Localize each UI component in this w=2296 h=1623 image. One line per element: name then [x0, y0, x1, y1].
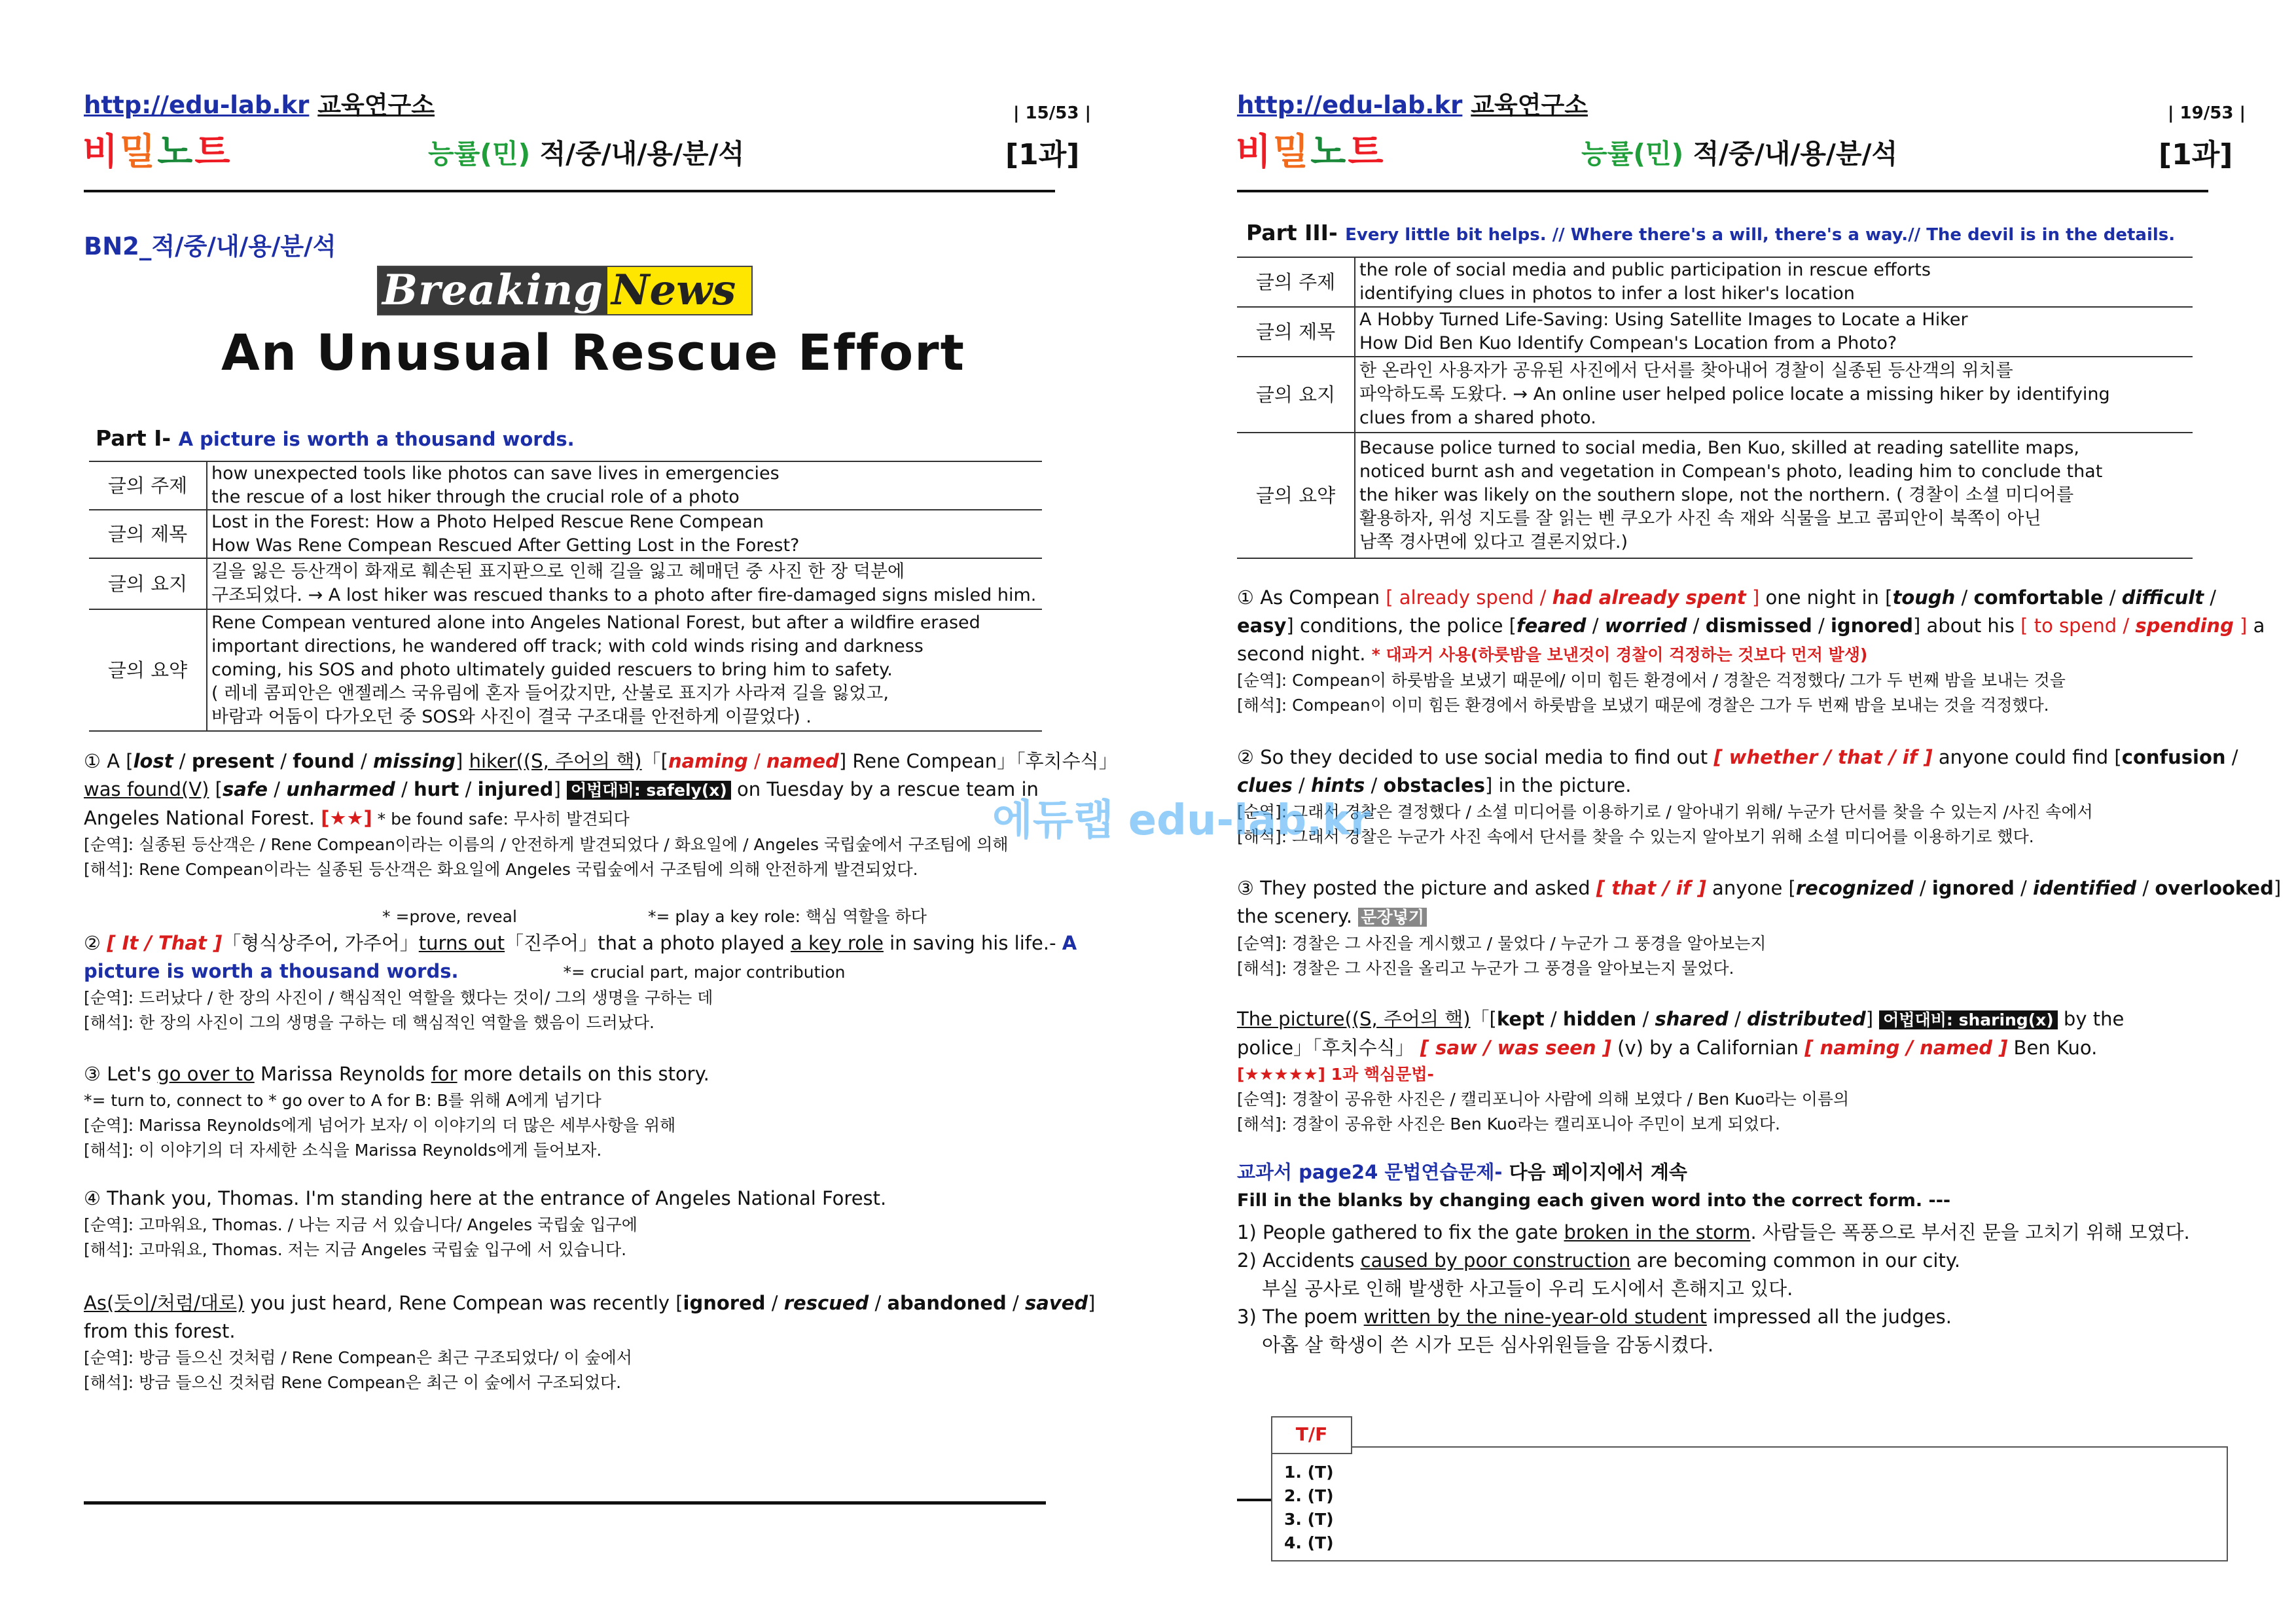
summary-row-gist: 글의 요지 길을 잃은 등산객이 화재로 훼손된 표지판으로 인해 길을 잃고 헤매던 중 사진 한 장 덕분에 구조되었다. → A lost hiker was rescued thanks to a photo after fire-damaged signs misled him.: [89, 558, 1042, 609]
tf-label: T/F: [1271, 1416, 1352, 1454]
summary-table: [89, 461, 1042, 732]
brand-logo: 비밀노트: [82, 131, 232, 173]
question-3: ③ They posted the picture and asked [ that / if ] anyone [recognized / ignored / identified / overlooked] the scenery. 문장넣기 [순역]: 경찰은 그 사진을 게시했고 / 물었다 / 누군가 그 풍경을 알아보는지 [해석]: 경찰은 그 사진을 올리고 누군가 그 풍경을 알아보는지 물었다.: [1237, 877, 2282, 978]
summary-row-title: 글의 제목 A Hobby Turned Life-Saving: Using Satellite Images to Locate a Hiker How Did Ben Kuo Identify Compean's Location from a Photo?: [1237, 307, 2193, 357]
question-2: ② So they decided to use social media to find out [ whether / that / if ] anyone could find [confusion / clues / hints / obstacles] in the picture. [순역]: 그래서 경찰은 결정했다 / 소셜 미디어를 이용하기로 / 알아내기 위해/ 누군가 단서를 찾을 수 있는지 /사진 속에서 [해석]: 그래서 경찰은 누군가 사진 속에서 단서를 찾을 수 있는지 알아보기 위해 소셜 미디어를 이용하기로 했다.: [1237, 746, 2238, 846]
question-5: As(듯이/처럼/대로) you just heard, Rene Compean was recently [ignored / rescued / abandoned / saved] from this forest. [순역]: 방금 들으신 것처럼 / Rene Compean은 최근 구조되었다/ 이 숲에서 [해석]: 방금 들으신 것처럼 Rene Compean은 최근 이 숲에서 구조되었다.: [84, 1292, 1096, 1392]
page-number: | 15/53 |: [1013, 103, 1091, 123]
question-2: ② [ It / That ]「형식상주어, 가주어」turns out「진주어」that a photo played a key role in saving his life.- A picture is worth a thousand words. *= crucial part, major contribution [순역]: 드러났다 / 한 장의 사진이 / 핵심적인 역할을 했다는 것이/ 그의 생명을 구하는 데 [해석]: 한 장의 사진이 그의 생명을 구하는 데 핵심적인 역할을 했음이 드러났다.: [84, 932, 1077, 1032]
question-1: ① A [lost / present / found / missing] hiker((S, 주어의 핵)「[naming / named] Rene Compean」「후치수식」 was found(V) [safe / unharmed / hurt / injured] 어법대비: safely(x) on Tuesday by a rescue team in Angeles National Forest. [★★] * be found safe: 무사히 발견되다 [순역]: 실종된 등산객은 / Rene Compean이라는 이름의 / 안전하게 발견되었다 / 화요일에 / Angeles 국립숲에서 구조팀에 의해 [해석]: Rene Compean이라는 실종된 등산객은 화요일에 Angeles 국립숲에서 구조팀에 의해 안전하게 발견되었다.: [84, 750, 1118, 879]
breaking-news-banner: Breaking News: [377, 266, 753, 315]
summary-table: [1237, 257, 2193, 559]
summary-row-abstract: 글의 요약 Because police turned to social media, Ben Kuo, skilled at reading satellite maps, noticed burnt ash and vegetation in Compean's photo, leading him to conclude that the hiker was likely on the southern slope, not the northern. ( 경찰이 소셜 미디어를 활용하자, 위성 지도를 잘 읽는 벤 쿠오가 사진 속 재와 식물을 보고 콤피안이 북쪽이 아닌 남쪽 경사면에 있다고 결론지었다.): [1237, 433, 2193, 558]
watermark: 에듀랩 edu-lab.kr: [992, 796, 1371, 845]
grammar-tag: 어법대비: sharing(x): [1879, 1010, 2057, 1029]
page-subtitle: 능률(민) 적/중/내/용/분/석: [428, 138, 745, 169]
question-3: ③ Let's go over to Marissa Reynolds for more details on this story. *= turn to, connect to * go over to A for B: B를 위해 A에게 넘기다 [순역]: Marissa Reynolds에게 넘어가 보자/ 이 이야기의 더 많은 세부사항을 위해 [해석]: 이 이야기의 더 자세한 소식을 Marissa Reynolds에게 들어보자.: [84, 1063, 709, 1160]
lesson-label: [1과]: [2159, 138, 2233, 171]
part-heading: Part I- A picture is worth a thousand words.: [96, 425, 575, 451]
tf-answer-box: [1271, 1446, 2228, 1561]
brand-logo: 비밀노트: [1236, 131, 1386, 173]
q2-note-1: * =prove, reveal: [382, 907, 517, 926]
site-url-link[interactable]: http://edu-lab.kr: [84, 91, 310, 119]
footer-divider: [84, 1501, 1046, 1505]
header-divider: [84, 190, 1055, 192]
question-1: ① As Compean [ already spend / had already spent ] one night in [tough / comfortable / difficult / easy] conditions, the police [feared / worried / dismissed / ignored] about his [ to spend / spending ] a second night. * 대과거 사용(하룻밤을 보낸것이 경찰이 걱정하는 것보다 먼저 발생) [순역]: Compean이 하룻밤을 보냈기 때문에/ 이미 힘든 환경에서 / 경찰은 걱정했다/ 그가 두 번째 밤을 보내는 것을 [해석]: Compean이 이미 힘든 환경에서 하룻밤을 보냈기 때문에 경찰은 그가 두 번째 밤을 보내는 것을 걱정했다.: [1237, 586, 2265, 715]
site-header: [1237, 85, 1588, 120]
tf-item: 1. (T): [1284, 1463, 1334, 1482]
insert-sentence-tag: 문장넣기: [1358, 908, 1427, 927]
page-number: | 19/53 |: [2168, 103, 2246, 123]
grammar-practice: 교과서 page24 문법연습문제- 다음 페이지에서 계속 Fill in the blanks by changing each given word into the correct form. --- 1) People gathered to fix the gate broken in the storm. 사람들은 폭풍으로 부서진 문을 고치기 위해 모였다. 2) Accidents caused by poor construction are becoming common in our city. 부실 공사로 인해 발생한 사고들이 우리 도시에서 흔해지고 있다. 3) The poem written by the nine-year-old student impressed all the judges. 아홉 살 학생이 쓴 시가 모든 심사위원들을 감동시켰다.: [1237, 1161, 2190, 1356]
question-4: ④ Thank you, Thomas. I'm standing here at the entrance of Angeles National Forest. [순역]: 고마워요, Thomas. / 나는 지금 서 있습니다/ Angeles 국립숲 입구에 [해석]: 고마워요, Thomas. 저는 지금 Angeles 국립숲 입구에 서 있습니다.: [84, 1187, 887, 1259]
article-title: An Unusual Rescue Effort: [221, 323, 965, 382]
summary-row-gist: 글의 요지 한 온라인 사용자가 공유된 사진에서 단서를 찾아내어 경찰이 실종된 등산객의 위치를 파악하도록 도왔다. → An online user helped police locate a missing hiker by identifying clues from a shared photo.: [1237, 357, 2193, 433]
org-name: 교육연구소: [1471, 91, 1588, 119]
q2-note-2: *= play a key role: 핵심 역할을 하다: [648, 907, 927, 926]
summary-row-topic: 글의 주제 the role of social media and public participation in rescue efforts identifying clues in photos to infer a lost hiker's location: [1237, 257, 2193, 307]
footer-divider-stub: [1237, 1499, 1276, 1501]
org-name: 교육연구소: [317, 91, 435, 119]
header-divider: [1237, 190, 2208, 192]
grammar-tag: 어법대비: safely(x): [567, 781, 731, 800]
summary-row-title: 글의 제목 Lost in the Forest: How a Photo Helped Rescue Rene Compean How Was Rene Compean Rescued After Getting Lost in the Forest?: [89, 510, 1042, 558]
part-heading: Part III- Every little bit helps. // Where there's a will, there's a way.// The devil is in the details.: [1246, 220, 2176, 245]
page-subtitle: 능률(민) 적/중/내/용/분/석: [1581, 138, 1898, 169]
section-title: BN2_적/중/내/용/분/석: [84, 232, 336, 260]
question-4: The picture((S, 주어의 핵)「[kept / hidden / shared / distributed] 어법대비: sharing(x) by the police」「후치수식」 [ saw / was seen ] (v) by a Californian [ naming / named ] Ben Kuo. [★★★★★] 1과 핵심문법- [순역]: 경찰이 공유한 사진은 / 캘리포니아 사람에 의해 보였다 / Ben Kuo라는 이름의 [해석]: 경찰이 공유한 사진은 Ben Kuo라는 캘리포니아 주민이 보게 되었다.: [1237, 1008, 2125, 1133]
tf-item: 4. (T): [1284, 1533, 1334, 1552]
tf-item: 3. (T): [1284, 1510, 1334, 1529]
lesson-label: [1과]: [1005, 138, 1080, 171]
site-header: [84, 85, 435, 120]
summary-row-abstract: 글의 요약 Rene Compean ventured alone into Angeles National Forest, but after a wildfire erased important directions, he wandered off track; with cold winds rising and darkness coming, his SOS and photo ultimately guided rescuers to bring him to safety. ( 레네 콤피안은 앤젤레스 국유림에 혼자 들어갔지만, 산불로 표지가 사라져 길을 잃었고, 바람과 어둠이 다가오던 중 SOS와 사진이 결국 구조대를 안전하게 이끌었다) .: [89, 609, 1042, 731]
site-url-link[interactable]: http://edu-lab.kr: [1237, 91, 1463, 119]
summary-row-topic: 글의 주제 how unexpected tools like photos can save lives in emergencies the rescue of a lost hiker through the crucial role of a photo: [89, 461, 1042, 510]
tf-item: 2. (T): [1284, 1486, 1334, 1505]
